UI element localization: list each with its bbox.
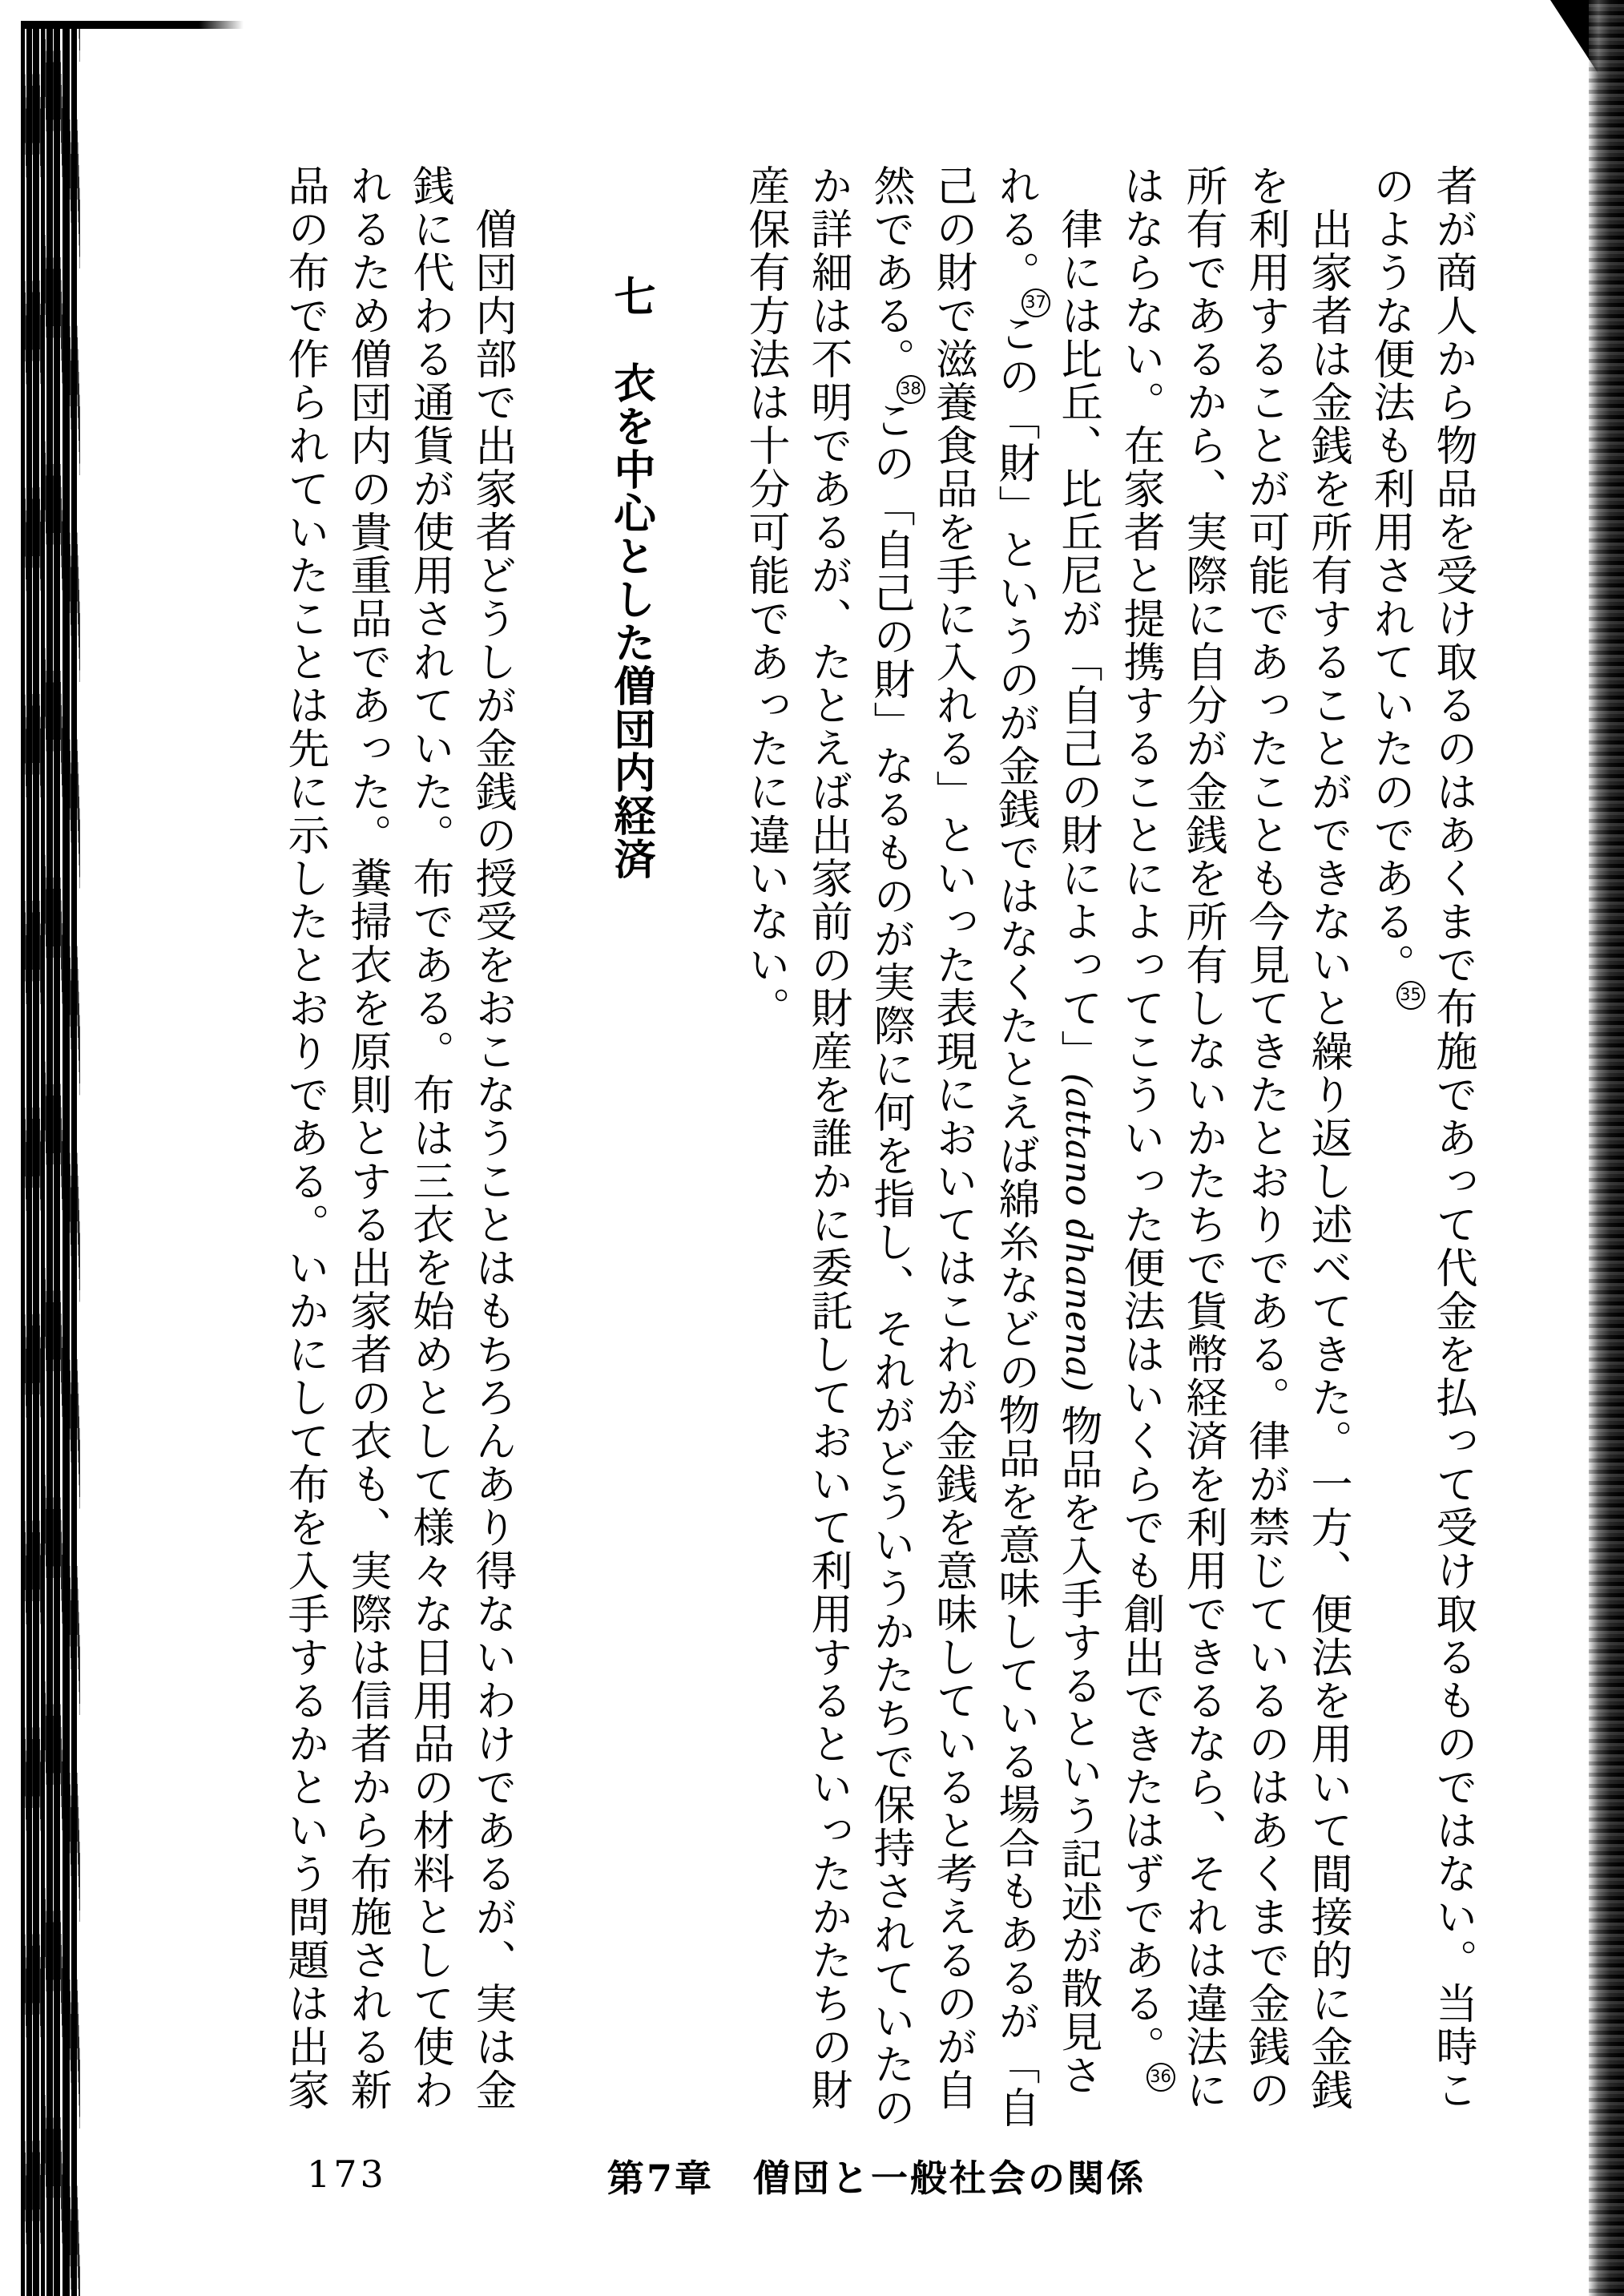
footnote-marker-37: 37 (1022, 289, 1050, 317)
text-column-17: 品の布で作られていたことは先に示したとおりである。いかにして布を入手するかという問題は出家 (280, 164, 328, 2112)
text-column-12: 産保有方法は十分可能であったに違いない。 (741, 164, 789, 1030)
text-column-7: 律には比丘、比丘尼が「自己の財によって」(attano dhanena) 物品を入手するという記述が散見さ (1054, 164, 1102, 2097)
footnote-marker-36: 36 (1146, 2063, 1175, 2092)
page-footer (0, 2149, 1624, 2205)
footnote-marker-35: 35 (1396, 981, 1425, 1010)
book-binding-texture (21, 21, 80, 2296)
footer-chapter-title: 第7章 僧団と一般社会の関係 (607, 2157, 1146, 2200)
text-column-8: れる。37この「財」というのが金銭ではなくたとえば綿糸などの物品を意味している場合もあるが「自 (984, 164, 1046, 2112)
text-column-5: 所有であるから、実際に自分が金銭を所有しないかたちで貨幣経済を利用できるなら、それは違法に (1179, 164, 1227, 2112)
text-column-3: 出家者は金銭を所有することができないと繰り返し述べてきた。一方、便法を用いて間接的に金銭 (1304, 164, 1352, 2112)
latin-phrase: (attano dhanena) (1058, 1073, 1098, 1405)
text-column-15: 銭に代わる通貨が使用されていた。布である。布は三衣を始めとして様々な日用品の材料として使わ (405, 164, 453, 2112)
text-column-1: 者が商人から物品を受け取るのはあくまで布施であって代金を払って受け取るものではない。当時こ (1429, 164, 1477, 2112)
section-heading: 七 衣を中心とした僧団内経済 (606, 275, 655, 881)
text-column-16: れるため僧団内の貴重品であった。糞掃衣を原則とする出家者の衣も、実際は信者から布施される新 (343, 164, 391, 2112)
text-body (273, 164, 1484, 2129)
text-column-10: 然である。38この「自己の財」なるものが実際に何を指し、それがどういうかたちで保持されていたの (859, 164, 921, 2112)
binding-top-shadow (21, 21, 244, 29)
text-column-14: 僧団内部で出家者どうしが金銭の授受をおこなうことはもちろんあり得ないわけであるが、実は金 (468, 164, 516, 2112)
page-number: 173 (307, 2153, 387, 2196)
text-column-2: のような便法も利用されていたのである。35 (1359, 164, 1421, 2112)
footnote-marker-38: 38 (897, 375, 925, 404)
text-column-6: はならない。在家者と提携することによってこういった便法はいくらでも創出できたはずである。36 (1109, 164, 1171, 2112)
text-column-11: か詳細は不明であるが、たとえば出家前の財産を誰かに委託しておいて利用するといったかたちの財 (804, 164, 852, 2112)
text-column-9: 己の財で滋養食品を手に入れる」といった表現においてはこれが金銭を意味していると考えるのが自 (929, 164, 977, 2112)
text-column-4: を利用することが可能であったことも今見てきたとおりである。律が禁じているのはあくまで金銭の (1241, 164, 1289, 2112)
page-edge-shadow (1589, 0, 1624, 2296)
